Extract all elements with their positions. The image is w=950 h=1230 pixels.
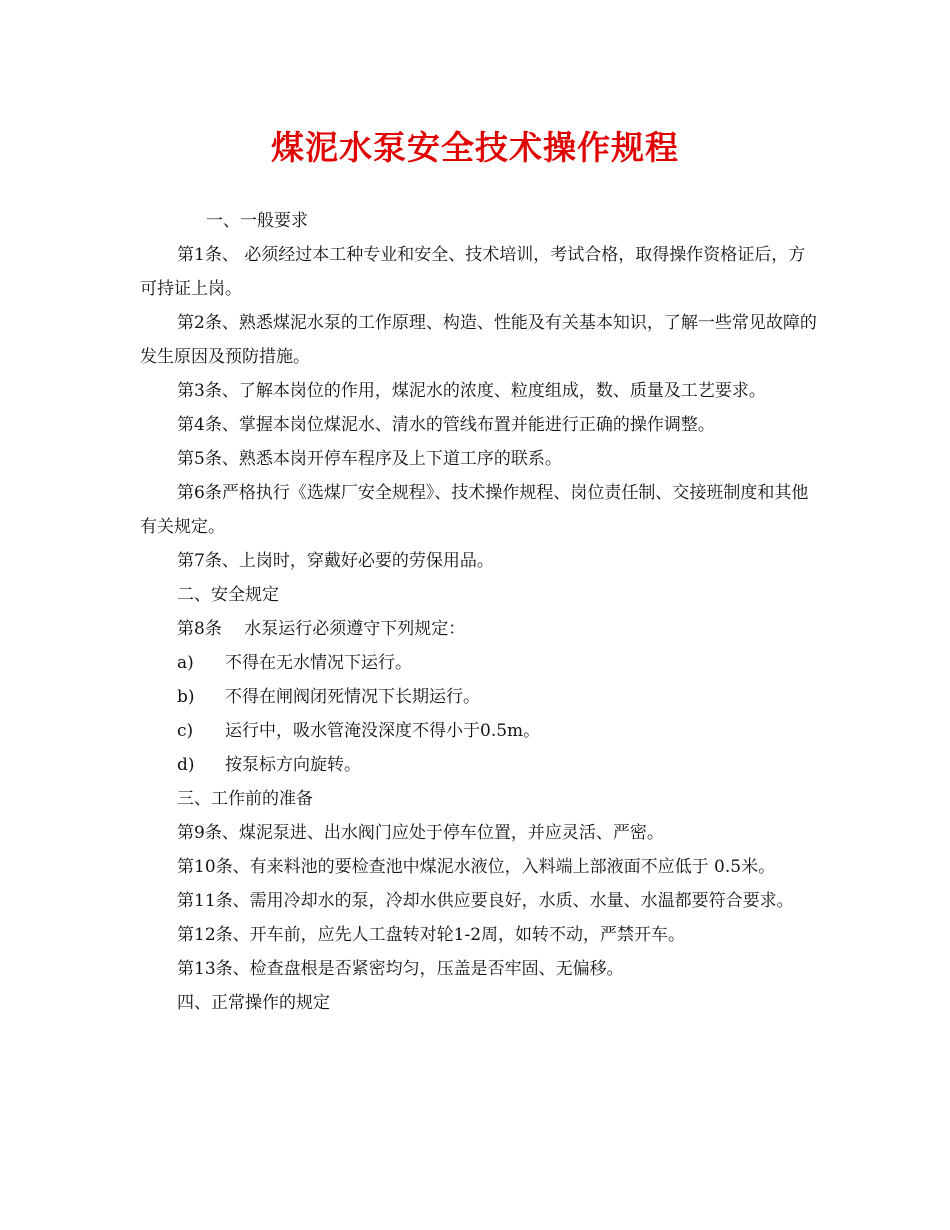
list-item-marker: d) <box>177 755 195 775</box>
paragraph: 第3条、了解本岗位的作用，煤泥水的浓度、粒度组成，数、质量及工艺要求。 <box>177 381 766 401</box>
paragraph: 三、工作前的准备 <box>177 789 313 809</box>
list-item-text: 按泵标方向旋转。 <box>225 755 361 775</box>
list-item-marker: a) <box>177 653 194 673</box>
paragraph: 第7条、上岗时，穿戴好必要的劳保用品。 <box>177 551 494 571</box>
paragraph: 二、安全规定 <box>177 585 279 605</box>
paragraph: 四、正常操作的规定 <box>177 993 330 1013</box>
list-item <box>140 680 820 714</box>
document-body <box>140 204 820 1020</box>
list-item <box>140 748 820 782</box>
paragraph: 第6条严格执行《选煤厂安全规程》、技术操作规程、岗位责任制、交接班制度和其他有关规定。 <box>140 483 809 537</box>
paragraph: 第2条、熟悉煤泥水泵的工作原理、构造、性能及有关基本知识，了解一些常见故障的发生原因及预防措施。 <box>140 313 817 367</box>
list-item <box>140 646 820 680</box>
list-item-marker: c) <box>177 721 194 741</box>
list-item <box>140 714 820 748</box>
document-title: 煤泥水泵安全技术操作规程 <box>271 128 679 167</box>
paragraph: 第5条、熟悉本岗开停车程序及上下道工序的联系。 <box>177 449 562 469</box>
paragraph: 第10条、有来料池的要检查池中煤泥水液位，入料端上部液面不应低于 0.5米。 <box>177 857 776 877</box>
list-item-text: 运行中，吸水管淹没深度不得小于0.5m。 <box>225 721 541 741</box>
section-heading: 一、一般要求 <box>206 211 308 231</box>
list-item-text: 不得在闸阀闭死情况下长期运行。 <box>225 687 480 707</box>
paragraph: 第8条 水泵运行必须遵守下列规定： <box>177 619 466 639</box>
paragraph: 第1条、 必须经过本工种专业和安全、技术培训，考试合格，取得操作资格证后，方可持证上岗。 <box>140 245 806 299</box>
paragraph: 第12条、开车前，应先人工盘转对轮1-2周，如转不动，严禁开车。 <box>177 925 686 945</box>
list-item-text: 不得在无水情况下运行。 <box>225 653 412 673</box>
paragraph: 第13条、检查盘根是否紧密均匀，压盖是否牢固、无偏移。 <box>177 959 624 979</box>
list-item-marker: b) <box>177 687 195 707</box>
paragraph: 第9条、煤泥泵进、出水阀门应处于停车位置，并应灵活、严密。 <box>177 823 664 843</box>
paragraph: 第11条、需用冷却水的泵，冷却水供应要良好，水质、水量、水温都要符合要求。 <box>177 891 794 911</box>
paragraph: 第4条、掌握本岗位煤泥水、清水的管线布置并能进行正确的操作调整。 <box>177 415 715 435</box>
